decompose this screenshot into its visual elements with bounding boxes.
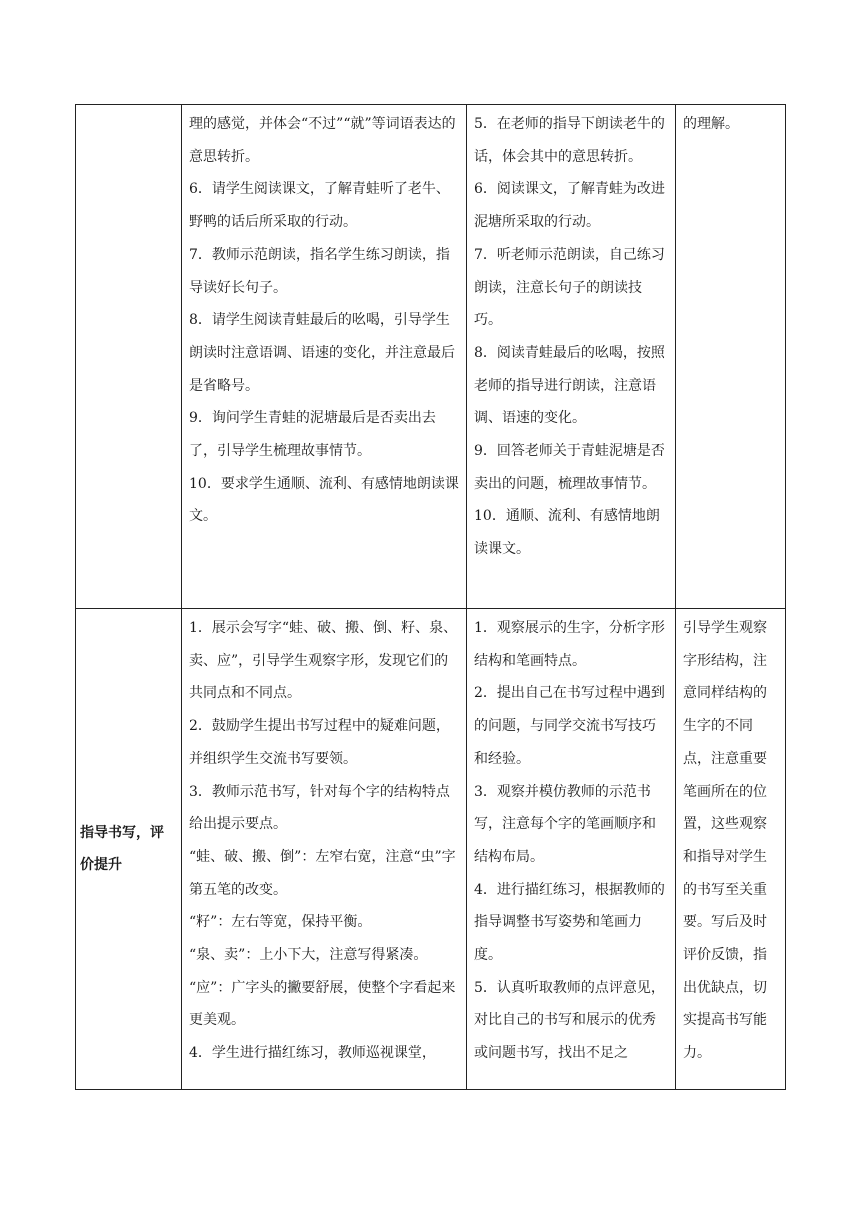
teacher-activity-item: 2．鼓励学生提出书写过程中的疑难问题，并组织学生交流书写要领。	[189, 718, 450, 767]
teacher-activity-item: “蛙、破、搬、倒”：左窄右宽，注意“虫”字第五笔的改变。	[189, 848, 456, 898]
student-activity-item: 5．认真听取教师的点评意见，对比自己的书写和展示的优秀或问题书写，找出不足之	[474, 979, 665, 1062]
design-intent-cell	[676, 609, 786, 1090]
student-activity-item: 3．观察并模仿教师的示范书写，注意每个字的笔画顺序和结构布局。	[474, 783, 656, 865]
design-intent-text: 引导学生观察字形结构，注意同样结构的生字的不同点，注意重要笔画所在的位置，这些观察和指导对学生的书写至关重要。写后及时评价反馈，指出优缺点，切实提高书写能力。	[683, 620, 767, 1062]
teacher-activity-cell	[182, 609, 467, 1090]
teacher-activity-item: 4．学生进行描红练习，教师巡视课堂，	[189, 1045, 436, 1062]
design-intent-cell	[676, 105, 786, 609]
teacher-activity-cell	[182, 105, 467, 609]
teacher-activity-item: “籽”：左右等宽，保持平衡。	[189, 914, 372, 931]
teacher-activity-item: 1．展示会写字“蛙、破、搬、倒、籽、泉、卖、应”，引导学生观察字形，发现它们的共同点和不同点。	[189, 620, 458, 702]
teacher-activity-item: 9．询问学生青蛙的泥塘最后是否卖出去了，引导学生梳理故事情节。	[189, 410, 436, 460]
table-row	[76, 105, 786, 609]
student-activity-item: 2．提出自己在书写过程中遇到的问题，与同学交流书写技巧和经验。	[474, 685, 665, 767]
student-activity-item: 5．在老师的指导下朗读老牛的话，体会其中的意思转折。	[474, 116, 665, 165]
design-intent-text: 的理解。	[683, 116, 739, 132]
student-activity-item: 9．回答老师关于青蛙泥塘是否卖出的问题，梳理故事情节。	[474, 443, 665, 492]
teacher-activity-item: “泉、卖”：上小下大，注意写得紧凑。	[189, 947, 428, 964]
student-activity-item: 8．阅读青蛙最后的吆喝，按照老师的指导进行朗读，注意语调、语速的变化。	[474, 344, 665, 427]
teacher-activity-item: 3．教师示范书写，针对每个字的结构特点给出提示要点。	[189, 783, 450, 833]
teacher-activity-item: “应”：广字头的撇要舒展，使整个字看起来更美观。	[189, 979, 456, 1029]
lesson-plan-table	[75, 104, 786, 1090]
stage-label-cell	[76, 105, 182, 609]
stage-label: 指导书写，评价提升	[80, 825, 164, 873]
student-activity-cell	[467, 105, 676, 609]
stage-label-cell	[76, 609, 182, 1090]
student-activity-cell	[467, 609, 676, 1090]
teacher-activity-item: 理的感觉，并体会“不过”“就”等词语表达的意思转折。	[189, 116, 456, 165]
student-activity-item: 4．进行描红练习，根据教师的指导调整书写姿势和笔画力度。	[474, 881, 665, 964]
teacher-activity-item: 10．要求学生通顺、流利、有感情地朗读课文。	[189, 475, 459, 525]
table-row	[76, 609, 786, 1090]
student-activity-item: 10．通顺、流利、有感情地朗读课文。	[474, 508, 660, 558]
student-activity-item: 6．阅读课文，了解青蛙为改进泥塘所采取的行动。	[474, 181, 665, 231]
teacher-activity-item: 8．请学生阅读青蛙最后的吆喝，引导学生朗读时注意语调、语速的变化，并注意最后是省略号。	[189, 312, 455, 394]
student-activity-item: 1．观察展示的生字，分析字形结构和笔画特点。	[474, 620, 665, 669]
student-activity-item: 7．听老师示范朗读，自己练习朗读，注意长句子的朗读技巧。	[474, 246, 665, 329]
teacher-activity-item: 7．教师示范朗读，指名学生练习朗读，指导读好长句子。	[189, 246, 450, 296]
lesson-plan-page	[75, 104, 786, 1090]
teacher-activity-item: 6．请学生阅读课文，了解青蛙听了老牛、野鸭的话后所采取的行动。	[189, 181, 450, 231]
